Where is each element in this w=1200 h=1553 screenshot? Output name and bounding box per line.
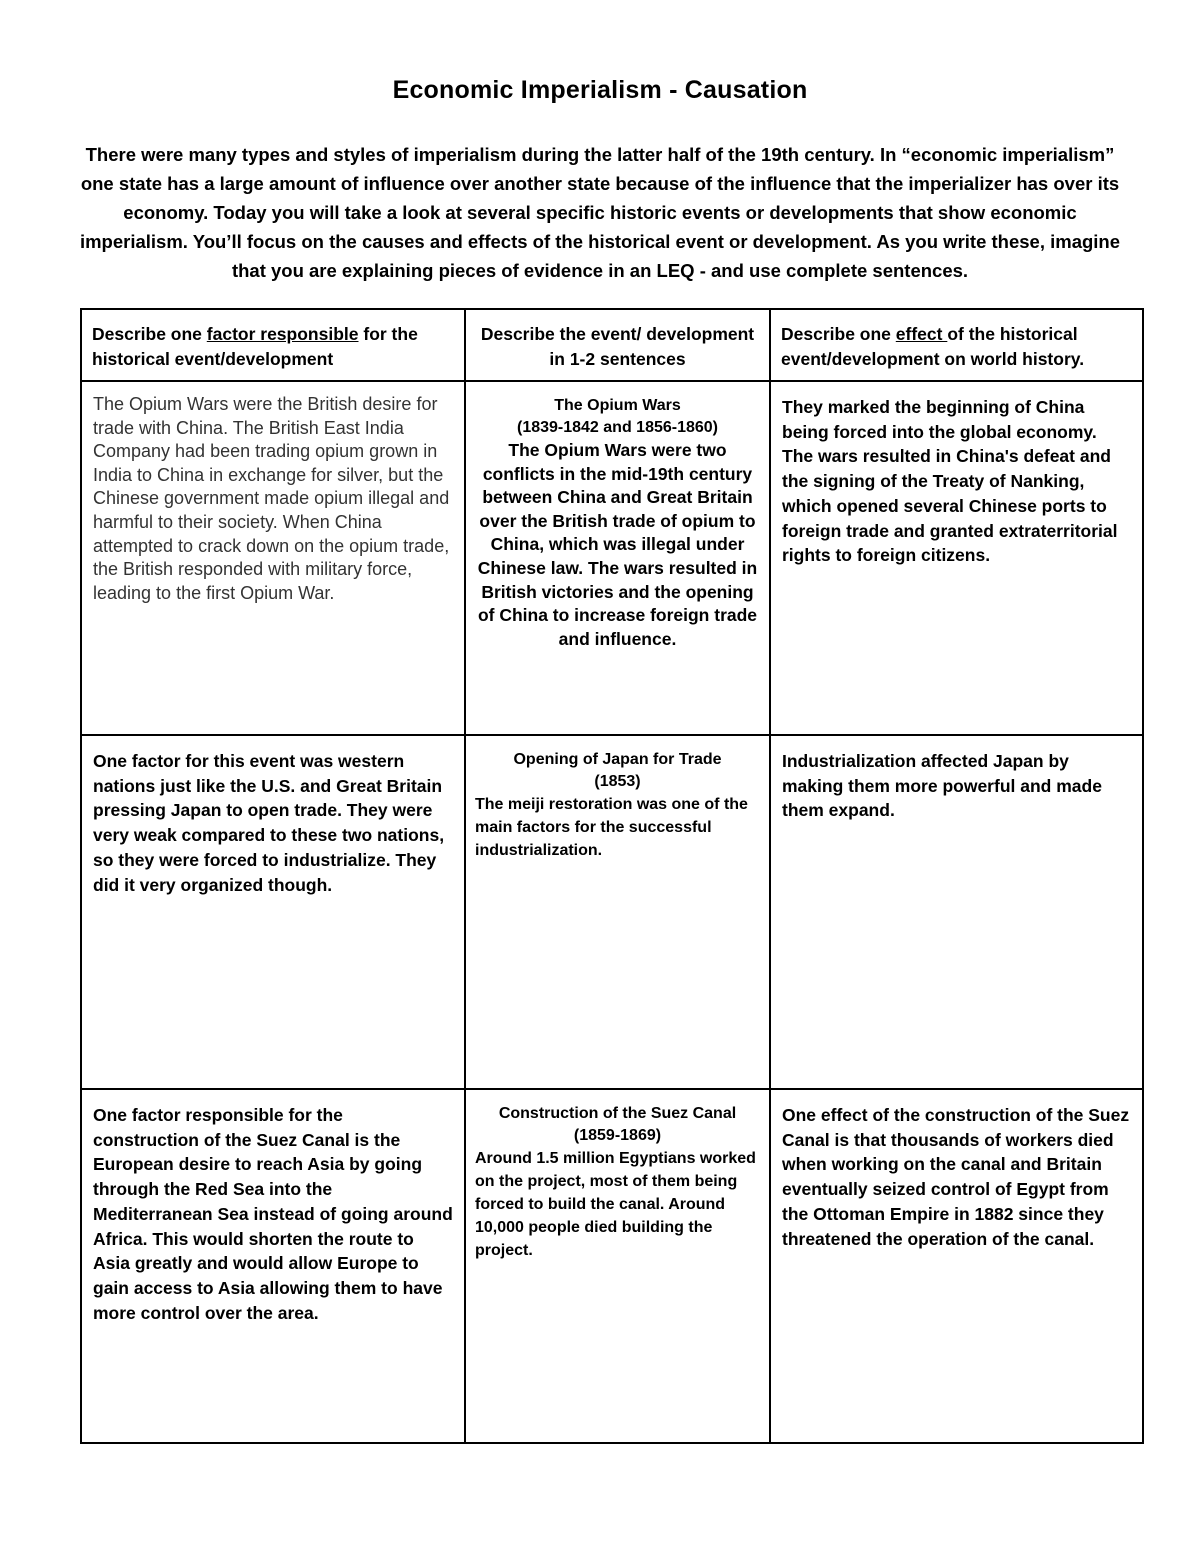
event-title: The Opium Wars (554, 397, 681, 414)
event-description: The Opium Wars were two conflicts in the mid-19th century between China and Great Britain over the British trade of opium to China, which was illegal under Chinese law. The wars resulted in British victories and the opening of China to increase foreign trade and influence. (477, 440, 758, 649)
factor-cell[interactable] (81, 1089, 465, 1443)
event-date: (1853) (594, 773, 641, 790)
header-factor-underline: factor responsible (206, 324, 359, 344)
effect-text: One effect of the construction of the Suez Canal is that thousands of workers died when working on the canal and Britain eventually seized control of Egypt from the Ottoman Empire in 1882 since they threatened the operation of the canal. (782, 1105, 1130, 1249)
event-date: (1859-1869) (573, 1127, 662, 1144)
factor-text: One factor for this event was western nations just like the U.S. and Great Britain pressing Japan to open trade. They were very weak compared to these two nations, so they were forced to industrialize. They did it very organized though. (93, 751, 445, 895)
event-date: (1839-1842 and 1856-1860) (516, 419, 719, 436)
page-title: Economic Imperialism - Causation (392, 76, 808, 104)
factor-cell[interactable] (81, 735, 465, 1089)
causation-table (80, 308, 1144, 1444)
factor-text: One factor responsible for the construction of the Suez Canal is the European desire to reach Asia by going through the Red Sea into the Mediterranean Sea instead of going around Africa. This would shorten the route to Asia greatly and would allow Europe to gain access to Asia allowing them to have more control over the area. (93, 1105, 453, 1323)
effect-cell[interactable] (770, 735, 1143, 1089)
header-factor: Describe one factor responsible for the historical event/development (81, 309, 465, 381)
effect-cell[interactable] (770, 1089, 1143, 1443)
table-header-row (81, 309, 1143, 381)
effect-text: Industrialization affected Japan by making them more powerful and made them expand. (782, 751, 1102, 821)
event-title: Opening of Japan for Trade (513, 751, 722, 768)
event-title: Construction of the Suez Canal (498, 1105, 737, 1122)
table-row (81, 735, 1143, 1089)
factor-text: The Opium Wars were the British desire for trade with China. The British East India Company had been trading opium grown in India to China in exchange for silver, but the Chinese government made opium illegal and harmful to their society. When China attempted to crack down on the opium trade, the British responded with military force, leading to the first Opium War. (93, 394, 450, 603)
event-cell[interactable] (465, 381, 770, 735)
header-effect: Describe one effect of the historical event/development on world history. (770, 309, 1143, 381)
table-row (81, 381, 1143, 735)
event-cell[interactable] (465, 735, 770, 1089)
event-cell[interactable] (465, 1089, 770, 1443)
intro-paragraph: There were many types and styles of imperialism during the latter half of the 19th century. In “economic imperialism” one state has a large amount of influence over another state because of the influence that the imperializer has over its economy. Today you will take a look at several specific historic events or developments that show economic imperialism. You’ll focus on the causes and effects of the historical event or development. As you write these, imagine that you are explaining pieces of evidence in an LEQ - and use complete sentences. (79, 144, 1121, 281)
header-event: Describe the event/ development in 1-2 sentences (465, 309, 770, 381)
effect-text: They marked the beginning of China being forced into the global economy. The wars resulted in China's defeat and the signing of the Treaty of Nanking, which opened several Chinese ports to foreign trade and granted extraterritorial rights to foreign citizens. (782, 397, 1118, 566)
event-description: The meiji restoration was one of the main factors for the successful industrialization. (475, 796, 748, 859)
effect-cell[interactable] (770, 381, 1143, 735)
table-row (81, 1089, 1143, 1443)
event-description: Around 1.5 million Egyptians worked on the project, most of them being forced to build the canal. Around 10,000 people died building the project. (475, 1150, 756, 1259)
header-effect-underline: effect (895, 324, 948, 344)
factor-cell[interactable] (81, 381, 465, 735)
